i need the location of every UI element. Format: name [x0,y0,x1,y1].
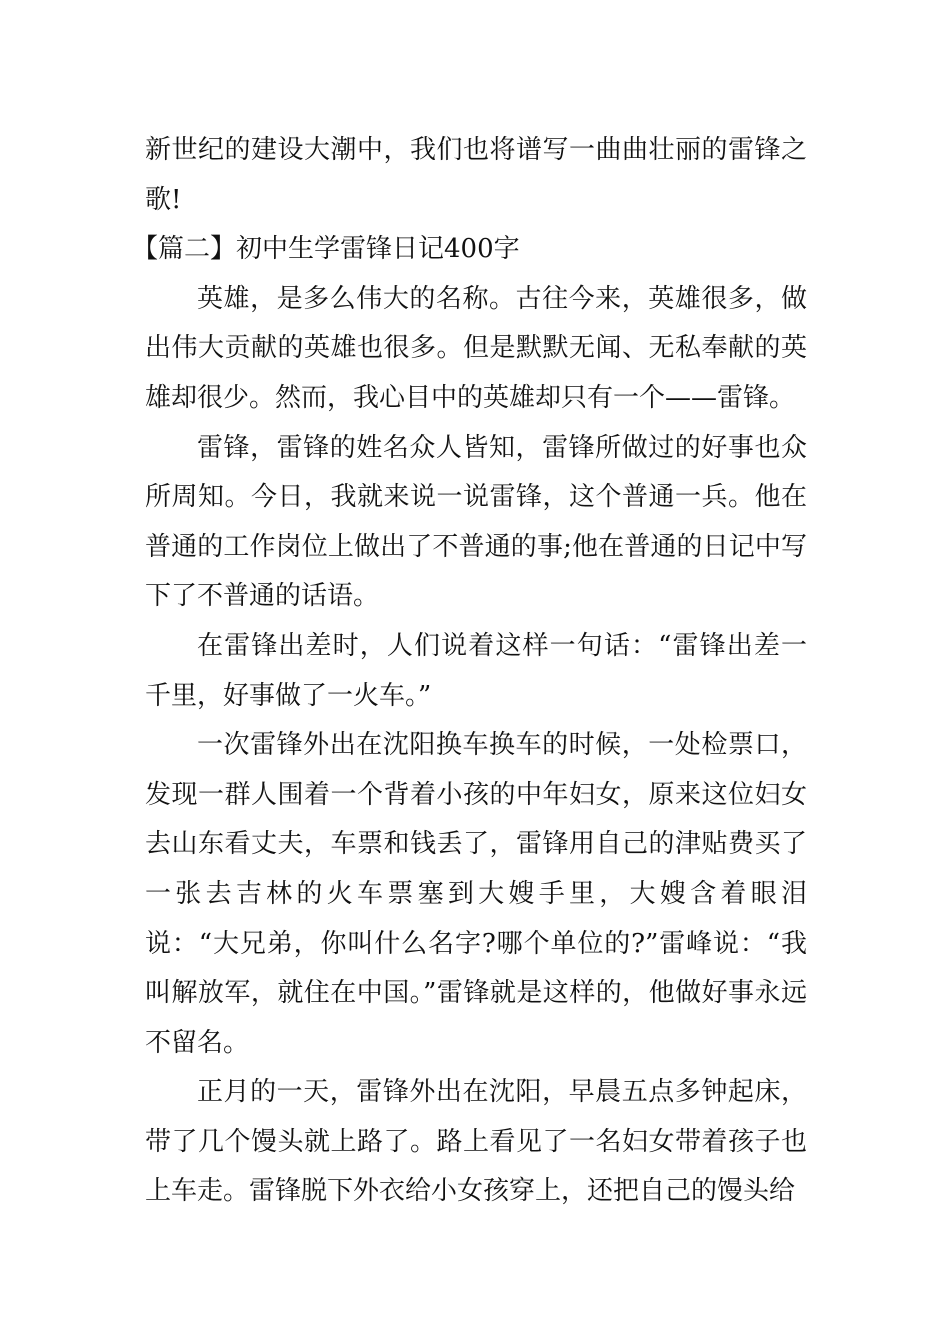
paragraph: 正月的一天，雷锋外出在沈阳，早晨五点多钟起床，带了几个馒头就上路了。路上看见了一名妇女带着孩子也上车走。雷锋脱下外衣给小女孩穿上，还把自己的馒头给 [145,1077,807,1207]
document-body [132,126,807,1217]
paragraph: 在雷锋出差时，人们说着这样一句话：“雷锋出差一千里，好事做了一火车。” [145,630,807,711]
paragraph: 英雄，是多么伟大的名称。古往今来，英雄很多，做出伟大贡献的英雄也很多。但是默默无闻、无私奉献的英雄却很少。然而，我心目中的英雄却只有一个——雷锋。 [145,283,807,413]
paragraph: 一次雷锋外出在沈阳换车换车的时候，一处检票口，发现一群人围着一个背着小孩的中年妇女，原来这位妇女去山东看丈夫，车票和钱丢了，雷锋用自己的津贴费买了一张去吉林的火车票塞到大嫂手里，大嫂含着眼泪说：“大兄弟，你叫什么名字?哪个单位的?”雷峰说：“我叫解放军，就住在中国。”雷锋就是这样的，他做好事永远不留名。 [145,730,807,1058]
paragraph-continuation: 新世纪的建设大潮中，我们也将谱写一曲曲壮丽的雷锋之歌! [145,135,807,215]
section-heading: 【篇二】初中生学雷锋日记400字 [132,234,520,265]
paragraph: 雷锋，雷锋的姓名众人皆知，雷锋所做过的好事也众所周知。今日，我就来说一说雷锋，这个普通一兵。他在普通的工作岗位上做出了不普通的事;他在普通的日记中写下了不普通的话语。 [145,432,807,612]
